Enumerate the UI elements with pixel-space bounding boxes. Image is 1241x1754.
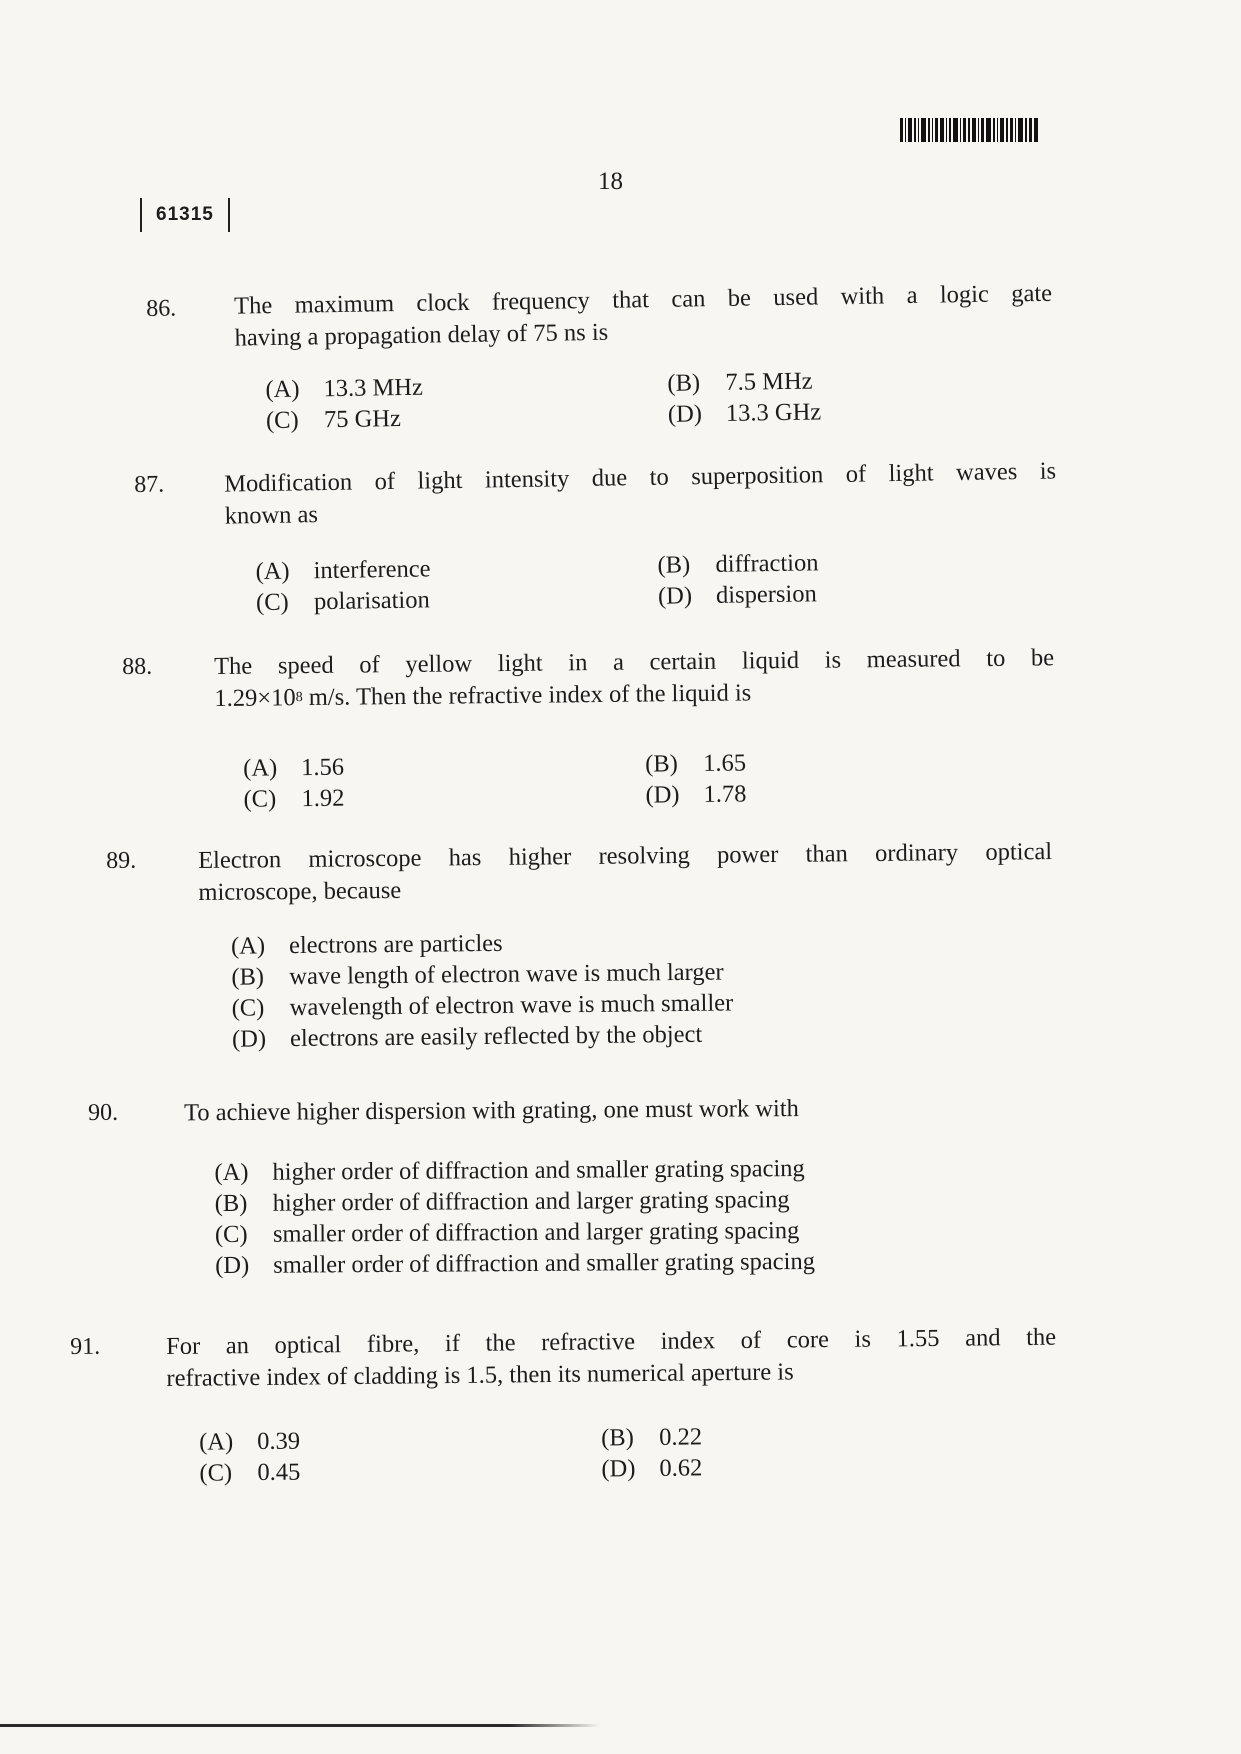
option-label: (A) [265, 375, 300, 404]
option-text: higher order of diffraction and smaller grating spacing [272, 1154, 805, 1186]
option-text: electrons are particles [288, 929, 503, 960]
option-text: diffraction [715, 549, 819, 578]
option-a [243, 749, 645, 784]
option-label: (D) [231, 1025, 267, 1053]
barcode [900, 118, 1072, 142]
option-label: (C) [243, 785, 277, 813]
option-label: (D) [657, 582, 693, 610]
question-line: Electron microscope has higher resolving power than ordinary optical [197, 838, 1053, 875]
option-label: (B) [657, 551, 691, 579]
question-text [224, 456, 1057, 533]
option-text: smaller order of diffraction and larger grating spacing [272, 1217, 800, 1248]
option-label: (C) [265, 406, 299, 435]
options [265, 363, 968, 436]
option-label: (B) [214, 1189, 248, 1218]
question-text [166, 1322, 1057, 1395]
options [243, 745, 946, 814]
option-label: (D) [667, 400, 703, 428]
option-c [243, 780, 645, 815]
option-label: (B) [667, 369, 701, 397]
option-b [657, 545, 957, 581]
option-text: 0.45 [257, 1458, 301, 1487]
option-c [215, 1215, 815, 1250]
option-a [199, 1422, 601, 1457]
option-c [266, 399, 668, 436]
page-number: 18 [598, 168, 623, 195]
option-d [668, 394, 968, 430]
bottom-rule [0, 1724, 600, 1727]
question-line: The speed of yellow light in a certain liquid is measured to be [213, 644, 1055, 681]
speed-value: 1.29×10 [214, 684, 296, 713]
option-text: 0.39 [256, 1427, 301, 1456]
option-text: 1.56 [301, 753, 345, 782]
option-b [601, 1419, 901, 1453]
option-label: (C) [231, 994, 265, 1022]
question-number: 88. [122, 653, 153, 680]
option-text: 1.78 [703, 780, 747, 808]
option-label: (A) [255, 557, 290, 586]
question-line: refractive index of cladding is 1.5, then its numerical aperture is [166, 1358, 794, 1392]
question-number: 89. [106, 847, 137, 874]
option-label: (B) [645, 750, 678, 778]
question-number: 90. [88, 1099, 119, 1126]
option-d [215, 1246, 815, 1281]
option-c [199, 1453, 601, 1488]
question-line: For an optical fibre, if the refractive index of core is 1.55 and the [165, 1323, 1057, 1360]
option-label: (B) [231, 963, 265, 991]
option-a [214, 1153, 814, 1188]
question-line: The maximum clock frequency that can be used with a logic gate [233, 279, 1053, 320]
option-d [232, 1018, 734, 1054]
option-d [645, 776, 945, 810]
option-text: 13.3 GHz [725, 398, 822, 427]
option-label: (D) [601, 1455, 636, 1483]
option-d [658, 576, 958, 612]
question-line [214, 674, 1054, 719]
options [199, 1419, 902, 1488]
option-d [601, 1450, 901, 1484]
option-text: 13.3 MHz [323, 373, 424, 403]
options [255, 545, 958, 618]
option-text: 0.22 [658, 1423, 703, 1451]
option-label: (C) [214, 1220, 248, 1249]
question-text [184, 1091, 1044, 1129]
option-label: (A) [198, 1428, 234, 1456]
option-b [667, 363, 967, 399]
option-label: (C) [255, 588, 289, 617]
option-label: (A) [214, 1158, 249, 1187]
option-label: (A) [243, 754, 278, 782]
option-label: (D) [215, 1251, 250, 1280]
question-number: 87. [134, 471, 165, 498]
speed-exponent: 8 [295, 690, 303, 706]
options [214, 1153, 815, 1281]
option-text: wavelength of electron wave is much smaller [289, 989, 734, 1022]
option-text: 1.92 [301, 784, 345, 813]
question-text [214, 642, 1055, 719]
option-text: smaller order of diffraction and smaller grating spacing [273, 1247, 816, 1279]
options [231, 925, 734, 1054]
option-text: dispersion [715, 580, 817, 609]
paper-code-text: 61315 [156, 204, 214, 225]
question-line: Modification of light intensity due to superposition of light waves is [223, 457, 1057, 498]
question-number: 86. [146, 295, 177, 322]
option-b [645, 745, 945, 779]
option-label: (A) [230, 932, 266, 960]
option-text: higher order of diffraction and larger grating spacing [272, 1186, 790, 1217]
option-text: 7.5 MHz [725, 367, 813, 396]
paper-code [140, 198, 230, 232]
option-text: polarisation [313, 586, 430, 616]
question-text [198, 836, 1053, 909]
question-number: 91. [70, 1333, 101, 1360]
option-label: (D) [645, 781, 680, 809]
option-text: 1.65 [703, 749, 747, 777]
option-label: (C) [199, 1459, 233, 1487]
question-text [234, 278, 1053, 355]
question-line-rest: m/s. Then the refractive index of the liquid is [302, 679, 752, 712]
option-text: interference [313, 555, 431, 585]
question-line: To achieve higher dispersion with grating, one must work with [183, 1095, 799, 1127]
option-c [256, 581, 658, 618]
question-line: having a propagation delay of 75 ns is [234, 318, 609, 352]
option-text: electrons are easily reflected by the object [289, 1020, 703, 1053]
option-text: 75 GHz [323, 405, 402, 434]
option-text: 0.62 [659, 1454, 703, 1482]
option-b [215, 1184, 815, 1219]
option-text: wave length of electron wave is much larger [289, 958, 724, 991]
question-line: known as [224, 501, 319, 530]
question-line: microscope, because [198, 876, 402, 907]
option-label: (B) [600, 1424, 634, 1452]
